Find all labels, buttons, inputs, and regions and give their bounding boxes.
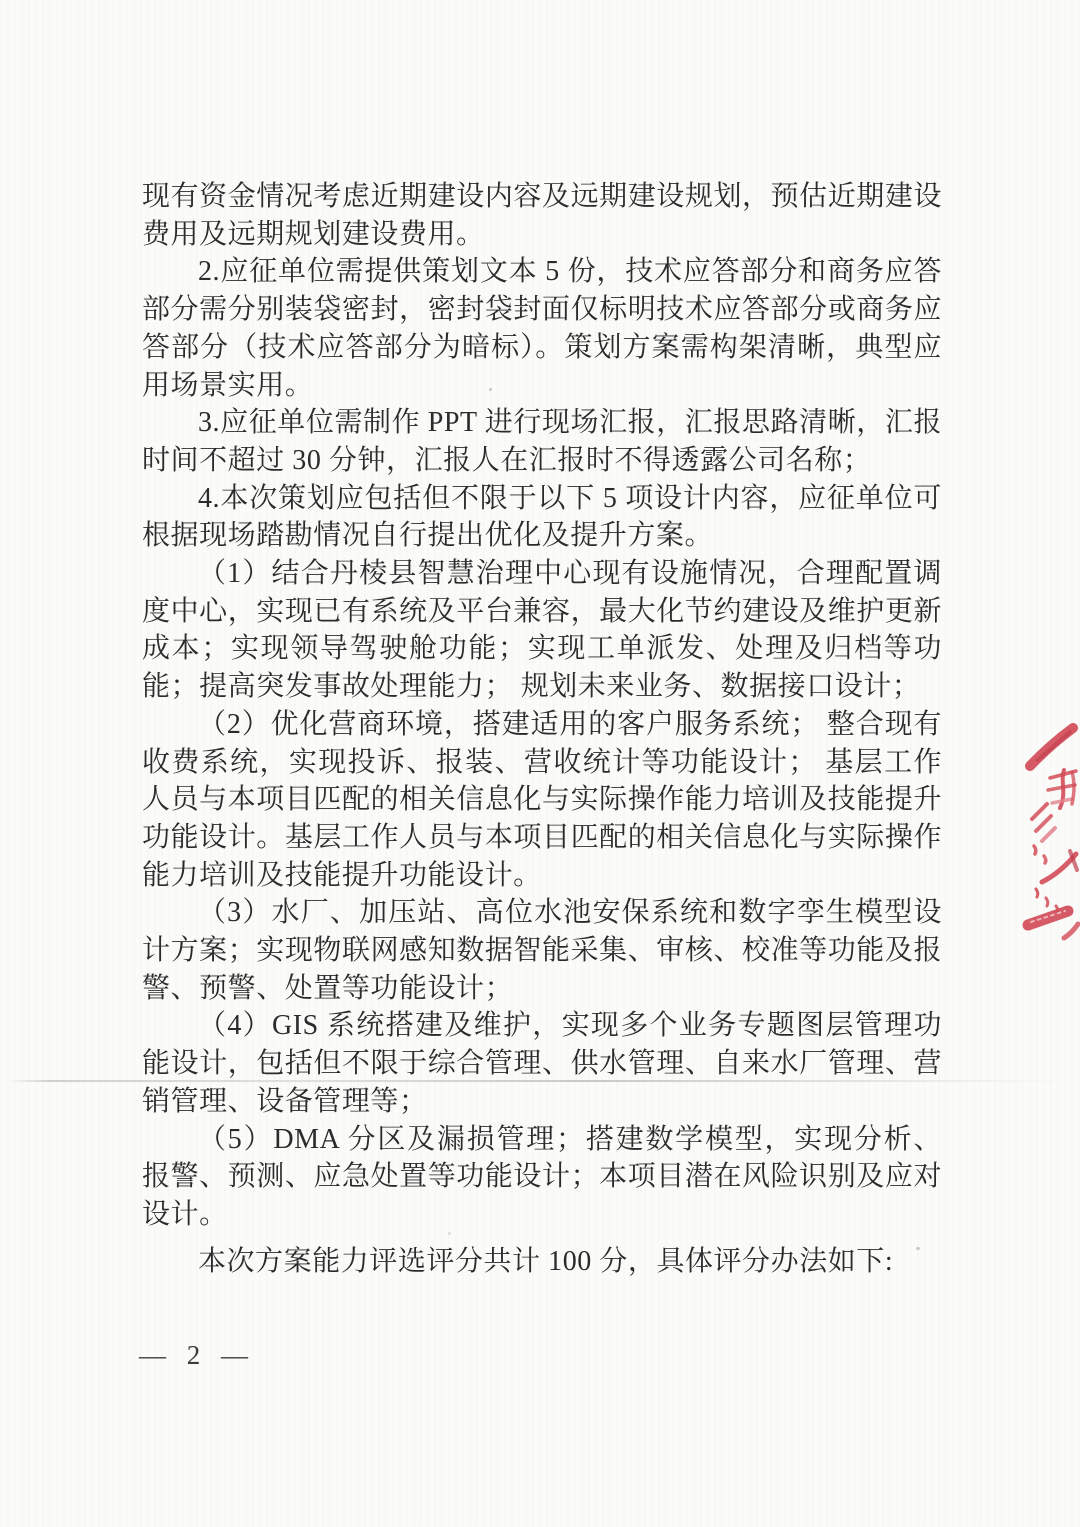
- paragraph: （1）结合丹棱县智慧治理中心现有设施情况，合理配置调度中心，实现已有系统及平台兼容，最大化节约建设及维护更新成本；实现领导驾驶舱功能；实现工单派发、处理及归档等功能；提高突发事故处理能力； 规划未来业务、数据接口设计；: [142, 558, 942, 703]
- paragraph: 现有资金情况考虑近期建设内容及远期建设规划，预估近期建设费用及远期规划建设费用。: [142, 181, 942, 250]
- scan-speck: [489, 388, 492, 391]
- paragraph: （2）优化营商环境，搭建适用的客户服务系统； 整合现有收费系统，实现投诉、报装、营收统计等功能设计； 基层工作人员与本项目匹配的相关信息化与实际操作能力培训及技能提升功能设计。基层工作人员与本项目匹配的相关信息化与实际操作能力培训及技能提升功能设计。: [142, 708, 942, 891]
- scan-artifact-line: [8, 1080, 1066, 1082]
- paragraph: 3.应征单位需制作 PPT 进行现场汇报，汇报思路清晰，汇报时间不超过 30 分钟，汇报人在汇报时不得透露公司名称；: [142, 407, 942, 476]
- paragraph: （5）DMA 分区及漏损管理；搭建数学模型，实现分析、报警、预测、应急处置等功能设计；本项目潜在风险识别及应对设计。: [142, 1123, 942, 1230]
- document-body: [142, 178, 942, 1280]
- page-number: — 2 —: [139, 1340, 255, 1370]
- paragraph: （4）GIS 系统搭建及维护，实现多个业务专题图层管理功能设计，包括但不限于综合管理、供水管理、自来水厂管理、营销管理、设备管理等；: [142, 1010, 942, 1117]
- paragraph: 2.应征单位需提供策划文本 5 份，技术应答部分和商务应答部分需分别装袋密封，密封袋封面仅标明技术应答部分或商务应答部分（技术应答部分为暗标）。策划方案需构架清晰，典型应用场景实用。: [142, 256, 942, 401]
- red-ink-stamp-icon: [1020, 712, 1080, 942]
- paragraph: 4.本次策划应包括但不限于以下 5 项设计内容，应征单位可根据现场踏勘情况自行提出优化及提升方案。: [142, 482, 942, 552]
- scan-speck: [448, 1232, 451, 1235]
- paragraph: （3）水厂、加压站、高位水池安保系统和数字孪生模型设计方案；实现物联网感知数据智能采集、审核、校准等功能及报警、预警、处置等功能设计；: [142, 897, 942, 1004]
- paragraph: 本次方案能力评选评分共计 100 分，具体评分办法如下:: [198, 1245, 894, 1277]
- scan-speck: [916, 1247, 920, 1250]
